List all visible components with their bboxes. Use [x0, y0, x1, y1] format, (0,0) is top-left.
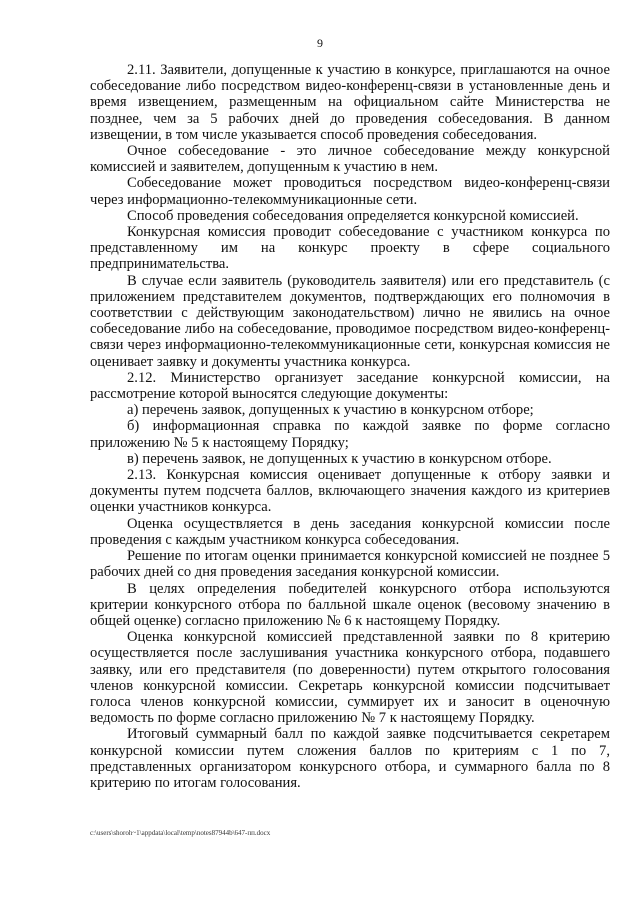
paragraph: Оценка конкурсной комиссией представленной заявки по 8 критерию осуществляется после заслушивания участника конкурсного отбора, подавшего заявку, или его представителя (по доверенности) путем открытого голосования членов конкурсной комиссии. Секретарь конкурсной комиссии подсчитывает голоса членов конкурсной комиссии, суммирует их и заносит в оценочную ведомость по форме согласно приложению № 7 к настоящему Порядку. [90, 629, 610, 727]
document-body [90, 62, 610, 791]
paragraph: В целях определения победителей конкурсного отбора используются критерии конкурсного отбора по балльной шкале оценок (весовому значению в общей оценке) согласно приложению № 6 к настоящему Порядку. [90, 580, 610, 629]
list-item: в) перечень заявок, не допущенных к участию в конкурсном отборе. [127, 450, 552, 467]
paragraph: 2.12. Министерство организует заседание конкурсной комиссии, на рассмотрение которой выносятся следующие документы: [90, 369, 610, 403]
file-path-footer: c:\users\shoroh~1\appdata\local\temp\notes87944b\647-пп.docx [90, 829, 271, 837]
paragraph: Собеседование может проводиться посредством видео-конференц-связи через информационно-телекоммуникационные сети. [90, 175, 610, 208]
paragraph: Решение по итогам оценки принимается конкурсной комиссией не позднее 5 рабочих дней со дня проведения заседания конкурсной комиссии. [90, 548, 610, 581]
paragraph: Способ проведения собеседования определяется конкурсной комиссией. [127, 207, 579, 224]
list-item: б) информационная справка по каждой заявке по форме согласно приложению № 5 к настоящему Порядку; [90, 418, 610, 451]
paragraph: Очное собеседование - это личное собеседование между конкурсной комиссией и заявителем, допущенным к участию в нем. [90, 143, 610, 176]
paragraph: Оценка осуществляется в день заседания конкурсной комиссии после проведения с каждым участником конкурса собеседования. [90, 515, 610, 548]
list-item: а) перечень заявок, допущенных к участию в конкурсном отборе; [127, 402, 534, 419]
paragraph: В случае если заявитель (руководитель заявителя) или его представитель (с приложением представителем документов, подтверждающих его полномочия в соответствии с действующим законодательством) лично не явились на очное собеседование либо на собеседование, проводимое посредством видео-конференц-связи через информационно-телекоммуникационные сети, конкурсная комиссия не оценивает заявку и документы участника конкурса. [90, 272, 610, 370]
paragraph: 2.11. Заявители, допущенные к участию в конкурсе, приглашаются на очное собеседование либо посредством видео-конференц-связи в установленные день и время извещением, размещенным на официальном сайте Министерства не позднее, чем за 5 рабочих дней до проведения собеседования. В данном извещении, в том числе указывается способ проведения собеседования. [90, 62, 610, 143]
page-number: 9 [317, 36, 323, 50]
paragraph: Конкурсная комиссия проводит собеседование с участником конкурса по представленному им на конкурс проекту в сфере социального предпринимательства. [90, 224, 610, 273]
paragraph: Итоговый суммарный балл по каждой заявке подсчитывается секретарем конкурсной комиссии путем сложения баллов по критериям с 1 по 7, представленных организатором конкурсного отбора, и суммарного балла по 8 критерию по итогам голосования. [90, 726, 610, 791]
paragraph: 2.13. Конкурсная комиссия оценивает допущенные к отбору заявки и документы путем подсчета баллов, включающего значения каждого из критериев оценки участников конкурса. [90, 467, 610, 516]
